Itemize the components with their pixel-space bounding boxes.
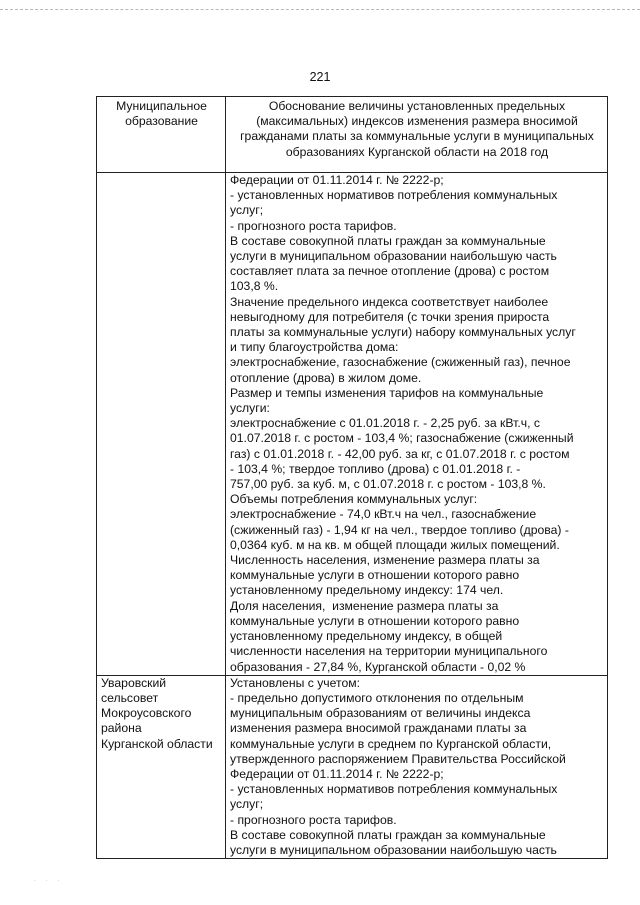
text-line: услуги в муниципальном образовании наибольшую часть — [230, 249, 557, 264]
text-line: 01.07.2018 г. с ростом - 103,4 %; газоснабжение (сжиженный — [230, 431, 574, 446]
text-line: электроснабжение, газоснабжение (сжиженный газ), печное — [230, 355, 571, 370]
text-line: Уваровский сельсовет — [101, 675, 170, 705]
text-line: и типу благоустройства дома: — [230, 340, 399, 355]
text-line: Значение предельного индекса соответствует наиболее — [230, 294, 549, 309]
text-line: 103,8 %. — [230, 279, 279, 294]
text-line: услуги: — [230, 401, 270, 416]
text-line: Доля населения, изменение размера платы за — [230, 598, 499, 613]
text-line: электроснабжение с 01.01.2018 г. - 2,25 руб. за кВт.ч, с — [230, 416, 540, 431]
text-line: невыгодному для потребителя (с точки зрения прироста — [230, 309, 550, 324]
text-line: услуги в муниципальном образовании наибольшую часть — [230, 842, 557, 857]
scan-artifact: · · · — [34, 878, 64, 884]
justification-cell — [226, 173, 608, 676]
text-line: коммунальные услуги в отношении которого равно — [230, 568, 520, 583]
municipality-cell-empty — [97, 173, 226, 676]
text-line: услуг; — [230, 797, 264, 812]
text-line: составляет плата за печное отопление (дрова) с ростом — [230, 264, 550, 279]
table-header-row — [97, 97, 608, 173]
text-line: Объемы потребления коммунальных услуг: — [230, 492, 478, 507]
text-line: утвержденного распоряжением Правительства Российской — [230, 751, 566, 766]
text-line: - установленных нормативов потребления коммунальных — [230, 782, 558, 797]
tariff-table — [96, 96, 608, 859]
text-line: электроснабжение - 74,0 кВт.ч на чел., газоснабжение — [230, 507, 537, 522]
text-line: (сжиженный газ) - 1,94 кг на чел., твердое топливо (дрова) - — [230, 522, 569, 537]
text-line: Мокроусовского — [101, 706, 192, 721]
text-line: - установленных нормативов потребления коммунальных — [230, 188, 558, 203]
text-line: - предельно допустимого отклонения по отдельным — [230, 690, 524, 705]
text-line: услуг; — [230, 203, 264, 218]
text-line: - прогнозного роста тарифов. — [230, 812, 397, 827]
text-line: Численность населения, изменение размера платы за — [230, 553, 540, 568]
text-line: - 103,4 %; твердое топливо (дрова) с 01.01.2018 г. - — [230, 461, 521, 476]
text-line: изменения размера вносимой гражданами платы за — [230, 721, 527, 736]
text-line: 0,0364 куб. м на кв. м общей площади жилых помещений. — [230, 537, 560, 552]
text-line: коммунальные услуги в среднем по Курганской области, — [230, 736, 552, 751]
text-line: образования - 27,84 %, Курганской области - 0,02 % — [230, 659, 526, 674]
text-line: отопление (дрова) в жилом доме. — [230, 370, 422, 385]
table-row — [97, 675, 608, 858]
header-municipality: Муниципальное образование — [97, 97, 226, 173]
text-line: газ) с 01.01.2018 г. - 42,00 руб. за кг, с 01.07.2018 г. с ростом — [230, 446, 570, 461]
text-line: Федерации от 01.11.2014 г. № 2222-р; — [230, 173, 444, 187]
text-line: - прогнозного роста тарифов. — [230, 218, 397, 233]
text-line: 757,00 руб. за куб. м, с 01.07.2018 г. с ростом - 103,8 %. — [230, 477, 546, 492]
page-number: 221 — [309, 70, 331, 84]
text-line: Размер и темпы изменения тарифов на коммунальные — [230, 385, 544, 400]
justification-cell — [226, 675, 608, 858]
text-line: численности населения на территории муниципального — [230, 644, 548, 659]
text-line: В составе совокупной платы граждан за коммунальные — [230, 827, 546, 842]
table-row — [97, 173, 608, 676]
text-line: Установлены с учетом: — [230, 675, 360, 690]
text-line: установленному предельному индексу, в общей — [230, 629, 503, 644]
text-line: В составе совокупной платы граждан за коммунальные — [230, 233, 546, 248]
text-line: платы за коммунальные услуги) набору коммунальных услуг — [230, 325, 576, 340]
text-line: района — [101, 721, 142, 736]
text-line: Федерации от 01.11.2014 г. № 2222-р; — [230, 766, 444, 781]
scan-edge-line — [0, 9, 640, 11]
municipality-cell — [97, 675, 226, 858]
text-line: установленному предельному индексу: 174 чел. — [230, 583, 504, 598]
text-line: муниципальным образованиям от величины индекса — [230, 706, 531, 721]
text-line: коммунальные услуги в отношении которого равно — [230, 613, 520, 628]
text-line: Курганской области — [101, 736, 213, 751]
header-justification: Обоснование величины установленных предельных (максимальных) индексов изменения размера вносимой гражданами платы за коммунальные услуги в муниципальных образованиях Курганской области на 2018 год — [226, 97, 608, 173]
